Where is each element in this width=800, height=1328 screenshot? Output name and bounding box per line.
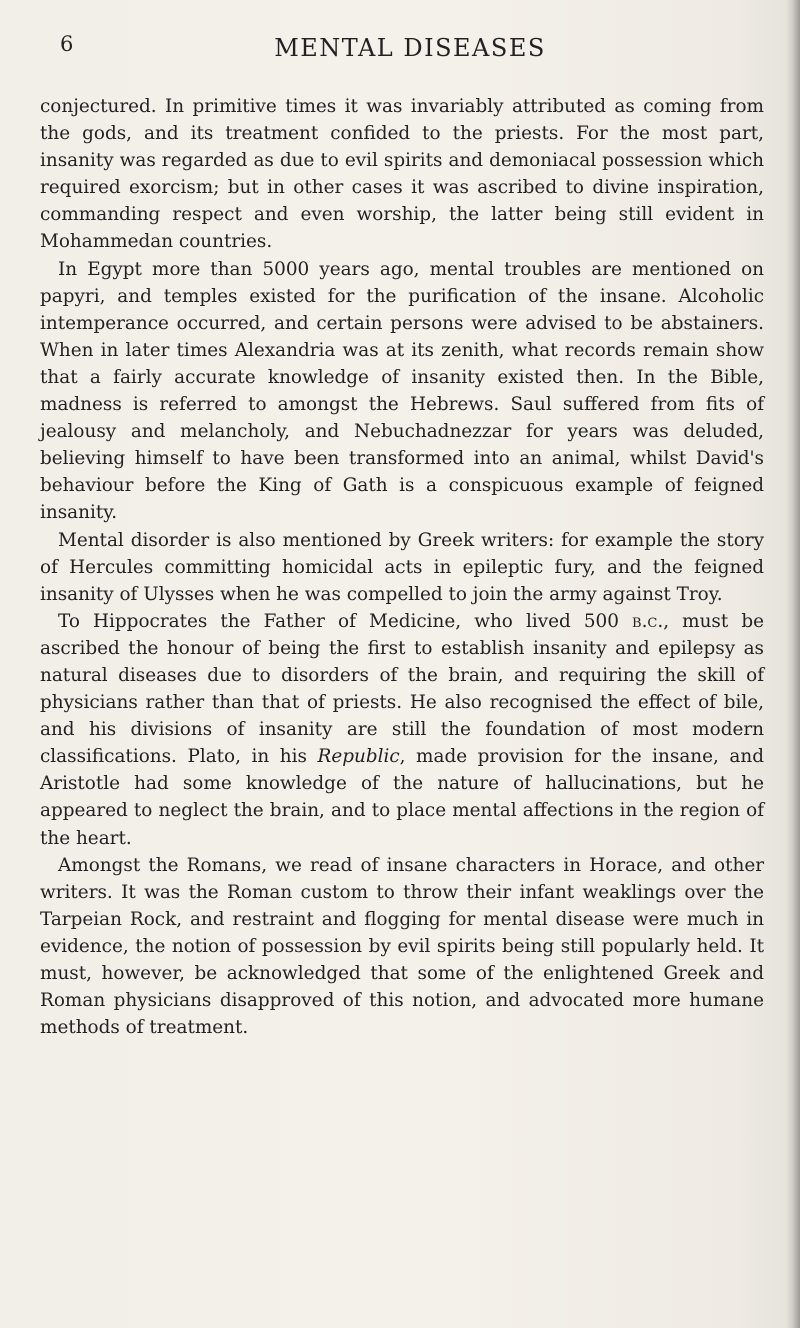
paragraph-2: In Egypt more than 5000 years ago, mental troubles are mentioned on papyri, and temples existed for the purification of the insane. Alcoholic intemperance occurred, and certain persons were advised to be abstainers. When in later times Alexandria was at its zenith, what records remain show that a fairly accurate knowledge of insanity existed then. In the Bible, madness is referred to amongst the Hebrews. Saul suffered from fits of jealousy and melancholy, and Nebuchadnezzar for years was deluded, believing himself to have been transformed into an animal, whilst David's behaviour before the King of Gath is a conspicuous example of feigned insanity. (40, 258, 764, 524)
bc-abbreviation: b.c. (632, 610, 664, 632)
page-edge-shadow (786, 0, 800, 1328)
page-header (60, 32, 760, 72)
body-text (40, 93, 764, 1041)
running-head: MENTAL DISEASES (274, 34, 546, 62)
paragraph-1: conjectured. In primitive times it was invariably attributed as coming from the gods, and its treatment confided to the priests. For the most part, insanity was regarded as due to evil spirits and demoniacal possession which required exorcism; but in other cases it was ascribed to divine inspiration, commanding respect and even worship, the latter being still evident in Mohammedan countries. (40, 96, 764, 253)
paragraph-3: Mental disorder is also mentioned by Greek writers: for example the story of Hercules committing homicidal acts in epileptic fury, and the feigned insanity of Ulysses when he was compelled to join the army against Troy. (40, 529, 764, 605)
paragraph-4 (40, 608, 764, 852)
paragraph-4-text-a: To Hippocrates the Father of Medicine, who lived 500 (58, 610, 633, 632)
paragraph-4-text-c: , made provision for the insane, and Aristotle had some knowledge of the nature of hallucinations, but he appeared to neglect the brain, and to place mental affections in the region of the heart. (40, 746, 764, 849)
paragraph-4-text-b: , must be ascribed the honour of being the first to establish insanity and epilepsy as natural diseases due to disorders of the brain, and requiring the skill of physicians rather than that of priests. He also recognised the effect of bile, and his divisions of insanity are still the foundation of most modern classifications. Plato, in his (40, 610, 764, 768)
page-number: 6 (60, 32, 74, 56)
republic-title: Republic (317, 746, 400, 768)
paragraph-5: Amongst the Romans, we read of insane characters in Horace, and other writers. It was the Roman custom to throw their infant weaklings over the Tarpeian Rock, and restraint and flogging for mental disease were much in evidence, the notion of possession by evil spirits being still popularly held. It must, however, be acknowledged that some of the enlightened Greek and Roman physicians disapproved of this notion, and advocated more humane methods of treatment. (40, 854, 764, 1039)
